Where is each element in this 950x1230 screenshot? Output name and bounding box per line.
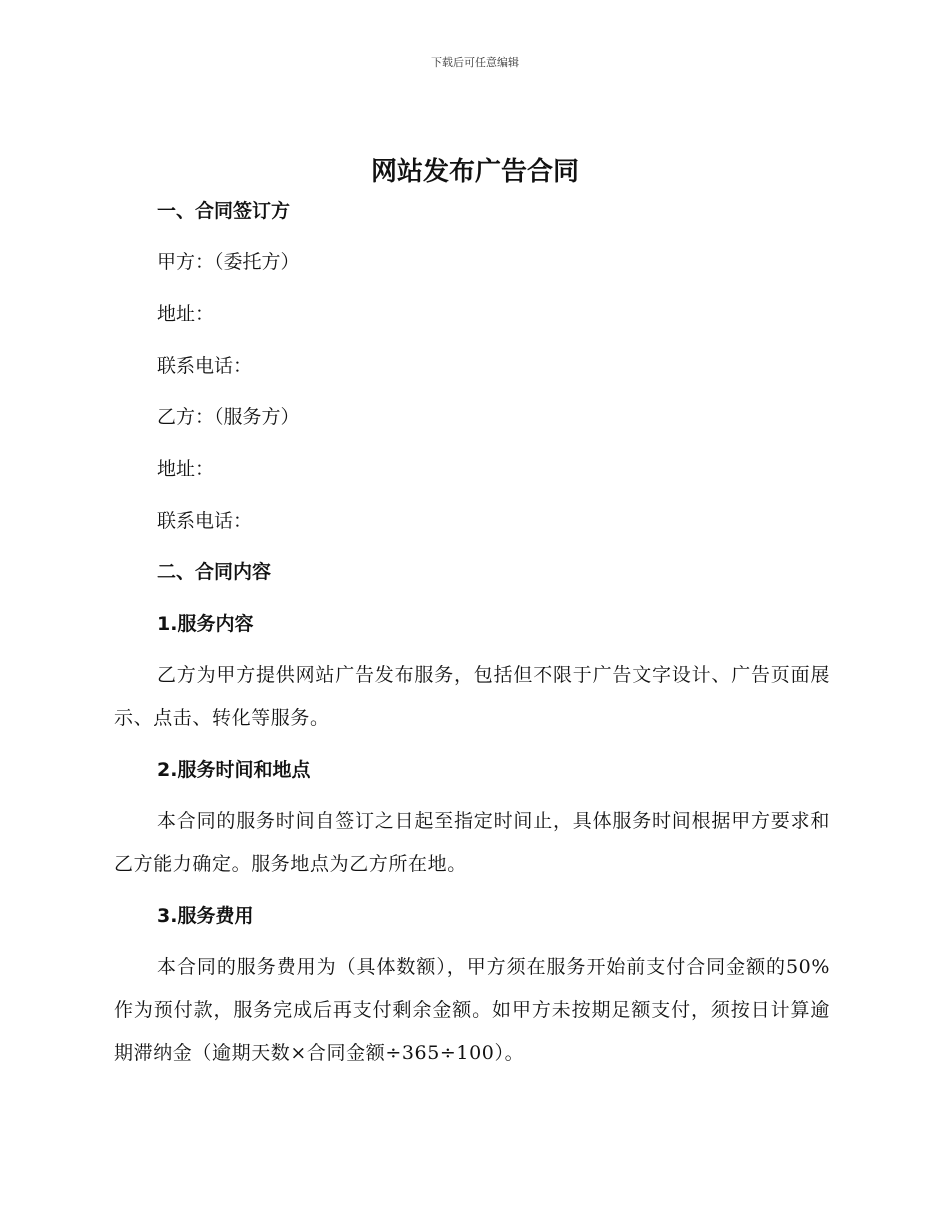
section-1-heading: 一、合同签订方 xyxy=(157,200,291,222)
party-a-phone: 联系电话： xyxy=(157,355,253,377)
item-3-heading: 3.服务费用 xyxy=(157,905,254,927)
item-2-heading: 2.服务时间和地点 xyxy=(157,759,311,781)
item-3-text: 本合同的服务费用为（具体数额），甲方须在服务开始前支付合同金额的50%作为预付款，服务完成后再支付剩余金额。如甲方未按期足额支付，须按日计算逾期滞纳金（逾期天数×合同金额÷365÷100）。 xyxy=(114,956,830,1064)
header-note: 下载后可任意编辑 xyxy=(431,56,519,69)
party-a-address: 地址： xyxy=(157,303,215,325)
party-b-address: 地址： xyxy=(157,458,215,480)
party-a-line: 甲方：（委托方） xyxy=(157,251,300,273)
item-2-text: 本合同的服务时间自签订之日起至指定时间止，具体服务时间根据甲方要求和乙方能力确定。服务地点为乙方所在地。 xyxy=(114,810,830,875)
item-1-heading: 1.服务内容 xyxy=(157,613,254,635)
party-b-phone: 联系电话： xyxy=(157,510,253,532)
section-2-heading: 二、合同内容 xyxy=(157,561,272,583)
party-b-line: 乙方：（服务方） xyxy=(157,406,300,428)
item-1-text: 乙方为甲方提供网站广告发布服务，包括但不限于广告文字设计、广告页面展示、点击、转化等服务。 xyxy=(114,664,830,729)
document-title: 网站发布广告合同 xyxy=(370,157,579,187)
